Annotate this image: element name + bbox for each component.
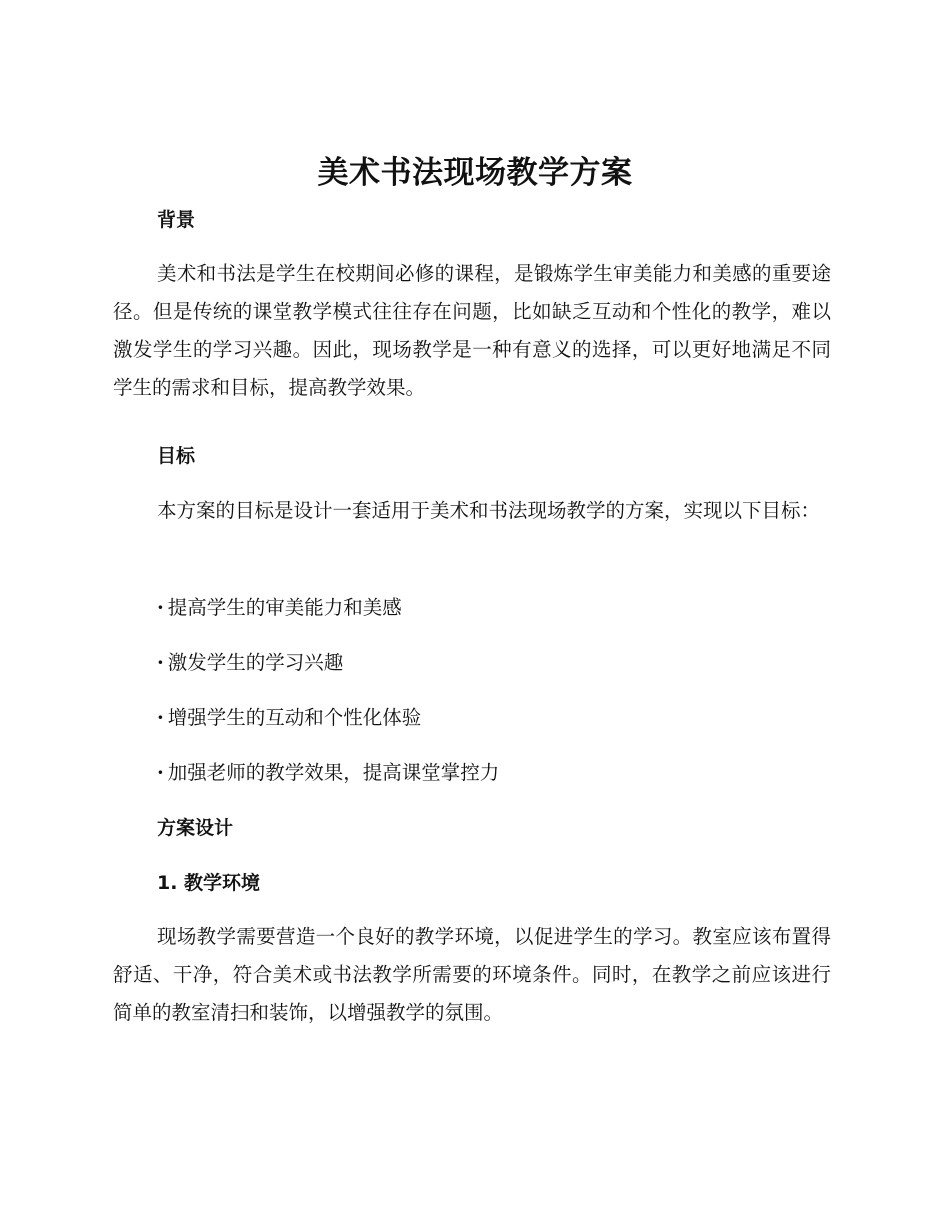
list-item-text: 激发学生的学习兴趣 — [167, 651, 344, 674]
list-item-text: 加强老师的教学效果，提高课堂掌控力 — [167, 761, 500, 784]
section-heading-goals: 目标 — [157, 445, 196, 467]
list-item — [157, 593, 402, 623]
list-item — [157, 648, 343, 678]
list-item — [157, 758, 499, 788]
list-item-text: 提高学生的审美能力和美感 — [167, 596, 402, 619]
bullet-marker: · — [157, 651, 164, 674]
subsection-heading-environment: 1. 教学环境 — [157, 872, 261, 894]
section-heading-background: 背景 — [157, 209, 196, 231]
paragraph-environment: 现场教学需要营造一个良好的教学环境，以促进学生的学习。教室应该布置得舒适、干净，符合美术或书法教学所需要的环境条件。同时，在教学之前应该进行简单的教室清扫和装饰，以增强教学的氛围。 — [113, 925, 831, 1024]
document-title: 美术书法现场教学方案 — [317, 155, 633, 191]
section-heading-design: 方案设计 — [157, 817, 234, 839]
bullet-marker: · — [157, 761, 164, 784]
paragraph-goals-intro: 本方案的目标是设计一套适用于美术和书法现场教学的方案，实现以下目标： — [157, 499, 821, 522]
paragraph-background: 美术和书法是学生在校期间必修的课程，是锻炼学生审美能力和美感的重要途径。但是传统的课堂教学模式往往存在问题，比如缺乏互动和个性化的教学，难以激发学生的学习兴趣。因此，现场教学是一种有意义的选择，可以更好地满足不同学生的需求和目标，提高教学效果。 — [113, 262, 831, 399]
list-item — [157, 703, 421, 733]
bullet-marker: · — [157, 706, 164, 729]
bullet-marker: · — [157, 596, 164, 619]
list-item-text: 增强学生的互动和个性化体验 — [167, 706, 422, 729]
